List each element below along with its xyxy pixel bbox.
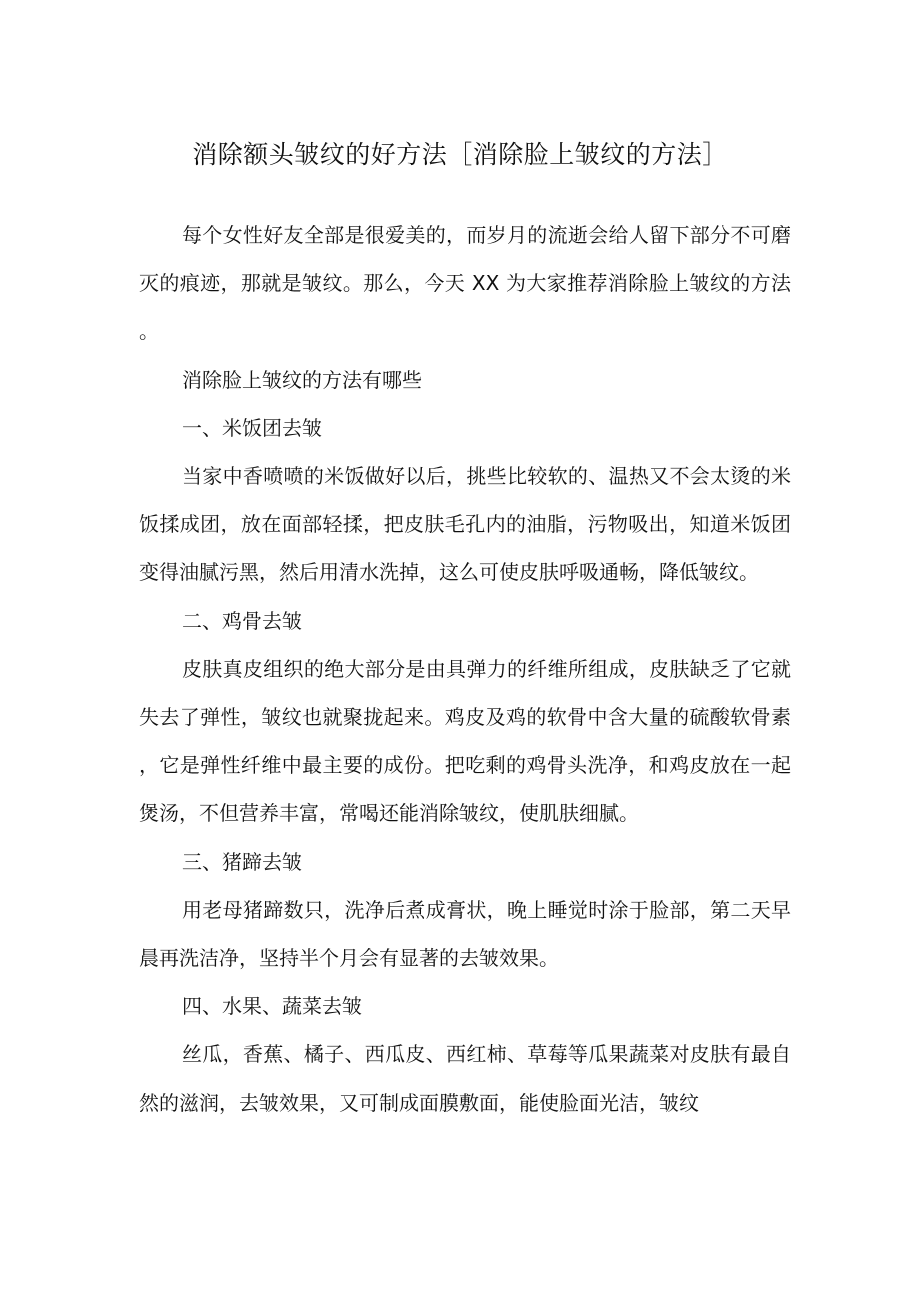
body-paragraph-intro: 每个女性好友全部是很爱美的，而岁月的流逝会给人留下部分不可磨灭的痕迹，那就是皱纹。那么，今天 XX 为大家推荐消除脸上皱纹的方法。 — [139, 223, 791, 344]
section-heading-fruit-vegetable: 四、水果、蔬菜去皱 — [182, 994, 362, 1019]
body-paragraph-chicken-bone: 皮肤真皮组织的绝大部分是由具弹力的纤维所组成，皮肤缺乏了它就失去了弹性，皱纹也就聚拢起来。鸡皮及鸡的软骨中含大量的硫酸软骨素，它是弹性纤维中最主要的成份。把吃剩的鸡骨头洗净，和鸡皮放在一起煲汤，不但营养丰富，常喝还能消除皱纹，使肌肤细腻。 — [139, 656, 791, 826]
section-heading-pig-trotter: 三、猪蹄去皱 — [182, 849, 302, 874]
section-heading-chicken-bone: 二、鸡骨去皱 — [182, 608, 302, 633]
body-paragraph-rice-ball: 当家中香喷喷的米饭做好以后，挑些比较软的、温热又不会太烫的米饭揉成团，放在面部轻揉，把皮肤毛孔内的油脂，污物吸出，知道米饭团变得油腻污黑，然后用清水洗掉，这么可使皮肤呼吸通畅，降低皱纹。 — [139, 464, 791, 585]
document-body — [139, 211, 791, 1127]
section-heading-methods: 消除脸上皱纹的方法有哪些 — [182, 367, 422, 392]
body-paragraph-fruit-vegetable: 丝瓜，香蕉、橘子、西瓜皮、西红柿、草莓等瓜果蔬菜对皮肤有最自然的滋润，去皱效果，又可制成面膜敷面，能使脸面光洁，皱纹 — [139, 1042, 791, 1115]
body-paragraph-pig-trotter: 用老母猪蹄数只，洗净后煮成膏状，晚上睡觉时涂于脸部，第二天早晨再洗洁净，坚持半个月会有显著的去皱效果。 — [139, 897, 791, 971]
section-heading-rice-ball: 一、米饭团去皱 — [182, 415, 322, 440]
document-title: 消除额头皱纹的好方法［消除脸上皱纹的方法］ — [192, 139, 728, 169]
